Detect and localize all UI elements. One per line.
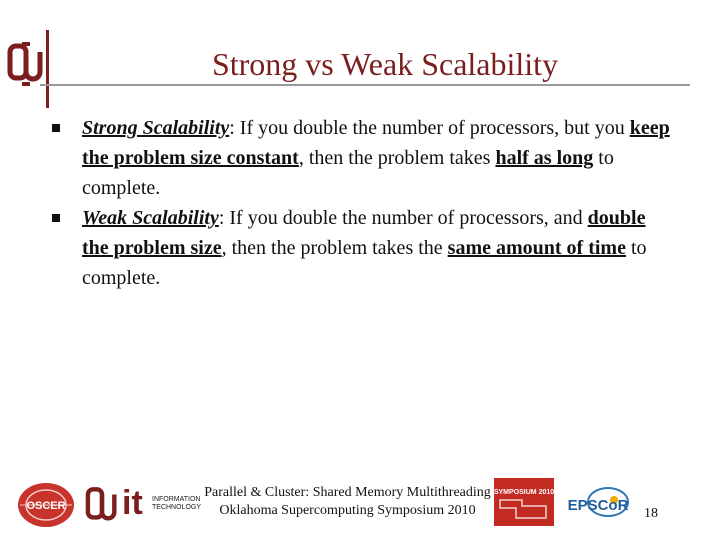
bullet-list <box>52 113 672 293</box>
text: : If you double the number of processors, and <box>218 207 588 229</box>
header-vertical-rule <box>46 30 49 108</box>
oscer-logo <box>16 480 76 530</box>
footer-text <box>200 484 495 520</box>
key-phrase: keep the problem size constant <box>82 117 670 169</box>
header-horizontal-rule <box>40 84 690 86</box>
footer-line-1: Parallel & Cluster: Shared Memory Multithreading <box>204 485 491 500</box>
text: to complete. <box>82 147 614 199</box>
term-strong: Strong Scalability <box>82 117 230 139</box>
it-logo <box>122 484 204 528</box>
text: , then the problem takes <box>298 147 496 169</box>
epscor-logo <box>562 482 634 526</box>
epscor-text: EPSCoR <box>567 497 629 514</box>
bullet-strong-scalability <box>52 113 672 203</box>
text: : If you double the number of processors, but you <box>229 117 630 139</box>
bullet-square-icon <box>52 214 60 222</box>
text: , then the problem takes the <box>221 237 448 259</box>
it-caption-text: INFORMATION TECHNOLOGY <box>152 496 202 511</box>
ou-footer-logo-icon <box>84 484 120 528</box>
ou-logo-icon <box>6 40 46 90</box>
symposium-text: SYMPOSIUM 2010 <box>494 489 554 496</box>
key-phrase: double the problem size <box>82 207 646 259</box>
it-brand-text: it <box>122 484 143 522</box>
bullet-square-icon <box>52 124 60 132</box>
text: to complete. <box>82 237 647 289</box>
symposium-2010-logo <box>494 478 554 526</box>
page-number: 18 <box>644 506 658 521</box>
key-phrase: same amount of time <box>447 237 626 259</box>
oklahoma-map-icon <box>494 478 554 526</box>
oscer-logo-icon <box>16 480 76 530</box>
key-phrase: half as long <box>495 147 594 169</box>
epscor-swirl-icon <box>562 482 634 526</box>
term-weak: Weak Scalability <box>82 207 219 229</box>
slide-title: Strong vs Weak Scalability <box>211 46 559 82</box>
bullet-weak-scalability <box>52 203 672 293</box>
footer-line-2: Oklahoma Supercomputing Symposium 2010 <box>219 503 476 518</box>
oscer-text: OSCER <box>26 500 66 512</box>
